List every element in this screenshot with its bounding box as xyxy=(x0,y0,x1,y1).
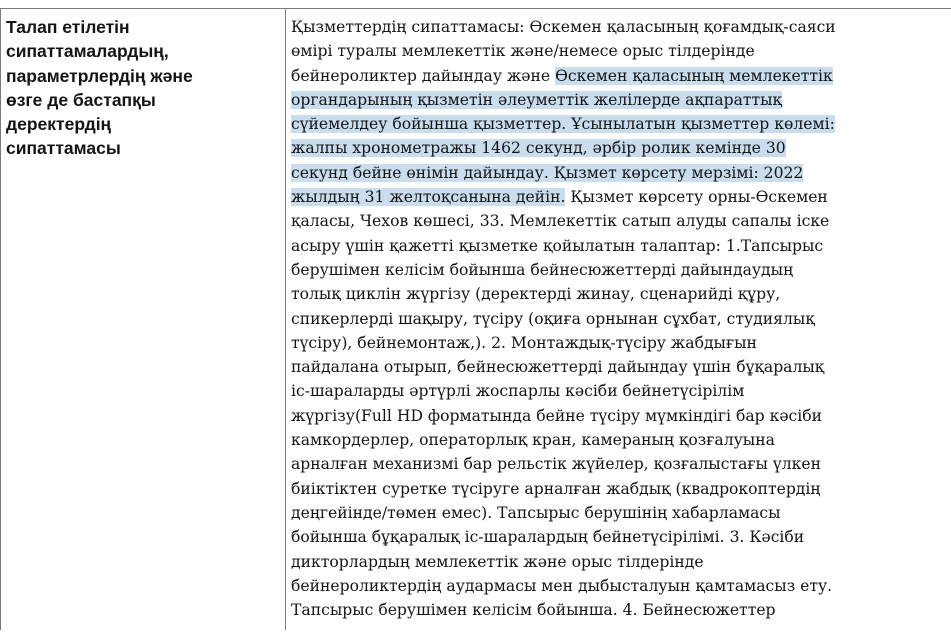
description-line xyxy=(291,39,951,63)
description-line xyxy=(291,161,951,185)
row-label: Талап етілетін сипаттамалардың, параметрлердің және өзге де бастапқы деректердің сипаттамасы xyxy=(6,17,193,159)
text-segment: өмірі туралы мемлекеттік және/немесе орыс тілдерінде xyxy=(291,42,755,61)
text-segment: Тапсырыс берушімен келісім бойынша. 4. Бейнесюжеттер xyxy=(291,601,776,620)
text-segment: бейнероликтердің аудармасы мен дыбысталуын қамтамасыз ету. xyxy=(291,576,833,595)
description-line xyxy=(291,404,951,428)
description-line xyxy=(291,452,951,476)
table-row xyxy=(1,9,951,639)
description-line xyxy=(291,501,951,525)
text-segment: іс-шараларды әртүрлі жоспарлы кәсіби бейнетүсірілім xyxy=(291,382,745,401)
description-line xyxy=(291,258,951,282)
description-line xyxy=(291,64,951,88)
text-segment: Қызмет көрсету орны-Өскемен xyxy=(565,188,828,207)
page-cutoff xyxy=(0,630,951,639)
text-segment: камкордерлер, операторлық кран, камераның қозғалуына xyxy=(291,431,775,450)
text-segment: бейнероликтер дайындау және xyxy=(291,66,556,85)
text-segment: пайдалана отырып, бейнесюжеттерді дайындау үшін бұқаралық xyxy=(291,358,825,377)
highlighted-text: сүйемелдеу бойынша қызметтер. Ұсынылатын қызметтер көлемі: xyxy=(291,115,835,134)
text-segment: деңгейінде/төмен емес). Тапсырыс берушінің хабарламасы xyxy=(291,503,781,522)
text-segment: қаласы, Чехов көшесі, 33. Мемлекеттік сатып алуды сапалы іске xyxy=(291,212,830,231)
text-segment: Қызметтердің сипаттамасы: Өскемен қаласының қоғамдық-саяси xyxy=(291,18,836,36)
description-line xyxy=(291,428,951,452)
requirements-table xyxy=(0,8,951,639)
text-segment: түсіру), бейнемонтаж,). 2. Монтаждық-түсіру жабдығын xyxy=(291,333,757,352)
description-line xyxy=(291,598,951,622)
text-segment: асыру үшін қажетті қызметке қойылатын талаптар: 1.Тапсырыс xyxy=(291,236,824,255)
text-segment: берушімен келісім бойынша бейнесюжеттерді дайындаудың xyxy=(291,260,794,279)
description-line xyxy=(291,574,951,598)
description-line xyxy=(291,307,951,331)
description-line xyxy=(291,282,951,306)
description-line xyxy=(291,209,951,233)
description-line xyxy=(291,88,951,112)
value-cell xyxy=(286,9,951,639)
text-segment: толық циклін жүргізу (деректерді жинау, сценарийді құру, xyxy=(291,285,781,304)
description-line xyxy=(291,355,951,379)
description-line xyxy=(291,112,951,136)
description-line xyxy=(291,477,951,501)
highlighted-text: жалпы хронометражы 1462 секунд, әрбір ролик кемінде 30 xyxy=(291,139,786,158)
text-segment: бойынша бұқаралық іс-шаралардың бейнетүсірілімі. 3. Кәсіби xyxy=(291,528,805,547)
text-segment: жүргізу(Full HD форматында бейне түсіру мүмкіндігі бар кәсіби xyxy=(291,406,823,425)
highlighted-text: органдарының қызметін әлеуметтік желілерде ақпараттық xyxy=(291,90,783,109)
description-text xyxy=(291,15,951,639)
description-line xyxy=(291,185,951,209)
highlighted-text: секунд бейне өнімін дайындау. Қызмет көрсету мерзімі: 2022 xyxy=(291,163,804,182)
text-segment: спикерлерді шақыру, түсіру (оқиға орнынан сұхбат, студиялық xyxy=(291,309,815,328)
label-cell xyxy=(1,9,286,639)
description-line xyxy=(291,234,951,258)
description-line xyxy=(291,525,951,549)
description-line xyxy=(291,331,951,355)
description-line xyxy=(291,15,951,39)
text-segment: биіктіктен суретке түсіруге арналған жабдық (квадрокоптердің xyxy=(291,479,821,498)
highlighted-text: жылдың 31 желтоқсанына дейін. xyxy=(291,188,566,207)
text-segment: дикторлардың мемлекеттік және орыс тілдерінде xyxy=(291,552,704,571)
highlighted-text: Өскемен қаласының мемлекеттік xyxy=(555,66,833,85)
text-segment: арналған механизмі бар рельстік жүйелер, қозғалыстағы үлкен xyxy=(291,455,821,474)
description-line xyxy=(291,379,951,403)
description-line xyxy=(291,136,951,160)
description-line xyxy=(291,550,951,574)
